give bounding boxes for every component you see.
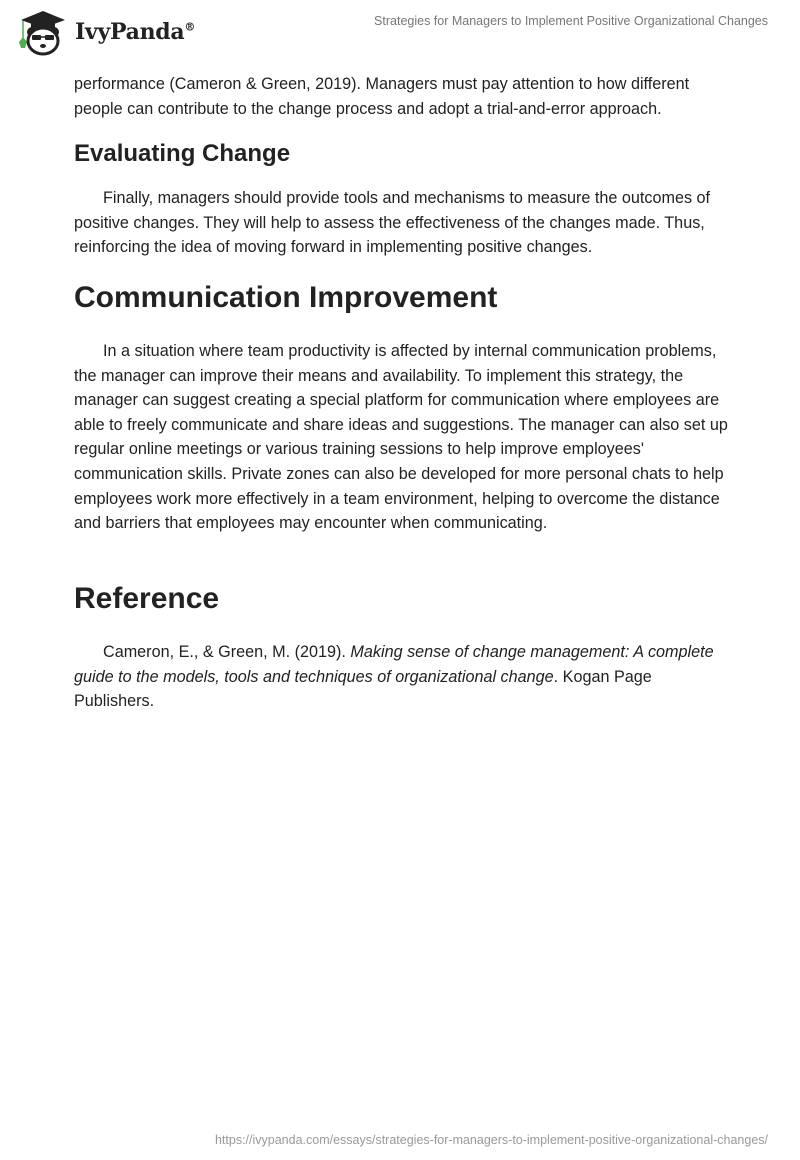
reference-entry: Cameron, E., & Green, M. (2019). Making sense of change management: A complete guide to the models, tools and techniques of organizational change. Kogan Page Publishers. bbox=[74, 643, 714, 711]
intro-section bbox=[74, 72, 734, 121]
document-title: Strategies for Managers to Implement Positive Organizational Changes bbox=[374, 14, 768, 28]
footer-url-link[interactable]: https://ivypanda.com/essays/strategies-for-managers-to-implement-positive-organizational-changes/ bbox=[214, 1133, 768, 1147]
communication-section bbox=[74, 281, 734, 536]
panda-graduate-icon bbox=[17, 8, 69, 56]
reference-title: Making sense of change management: A complete guide to the models, tools and techniques of organizational change bbox=[74, 643, 714, 686]
evaluating-paragraph: Finally, managers should provide tools and mechanisms to measure the outcomes of positive changes. They will help to assess the effectiveness of the changes made. Thus, reinforcing the idea of moving forward in implementing positive changes. bbox=[74, 189, 711, 257]
reference-heading: Reference bbox=[74, 582, 220, 615]
intro-paragraph: performance (Cameron & Green, 2019). Managers must pay attention to how different people can contribute to the change process and adopt a trial-and-error approach. bbox=[74, 75, 690, 118]
communication-paragraph: In a situation where team productivity is affected by internal communication problems, the manager can improve their means and availability. To implement this strategy, the manager can suggest creating a special platform for communication where employees are able to freely communicate and share ideas and suggestions. The manager can also set up regular online meetings or various training sessions to help improve employees' communication skills. Private zones can also be developed for more personal chats to help employees work more effectively in a team environment, helping to overcome the distance and barriers that employees may encounter when communicating. bbox=[74, 342, 728, 533]
ivypanda-logo[interactable] bbox=[17, 8, 195, 56]
communication-heading: Communication Improvement bbox=[74, 281, 498, 314]
evaluating-heading: Evaluating Change bbox=[74, 140, 291, 167]
evaluating-section bbox=[74, 140, 734, 260]
reference-section bbox=[74, 582, 734, 714]
logo-text: IvyPanda® bbox=[75, 19, 196, 45]
